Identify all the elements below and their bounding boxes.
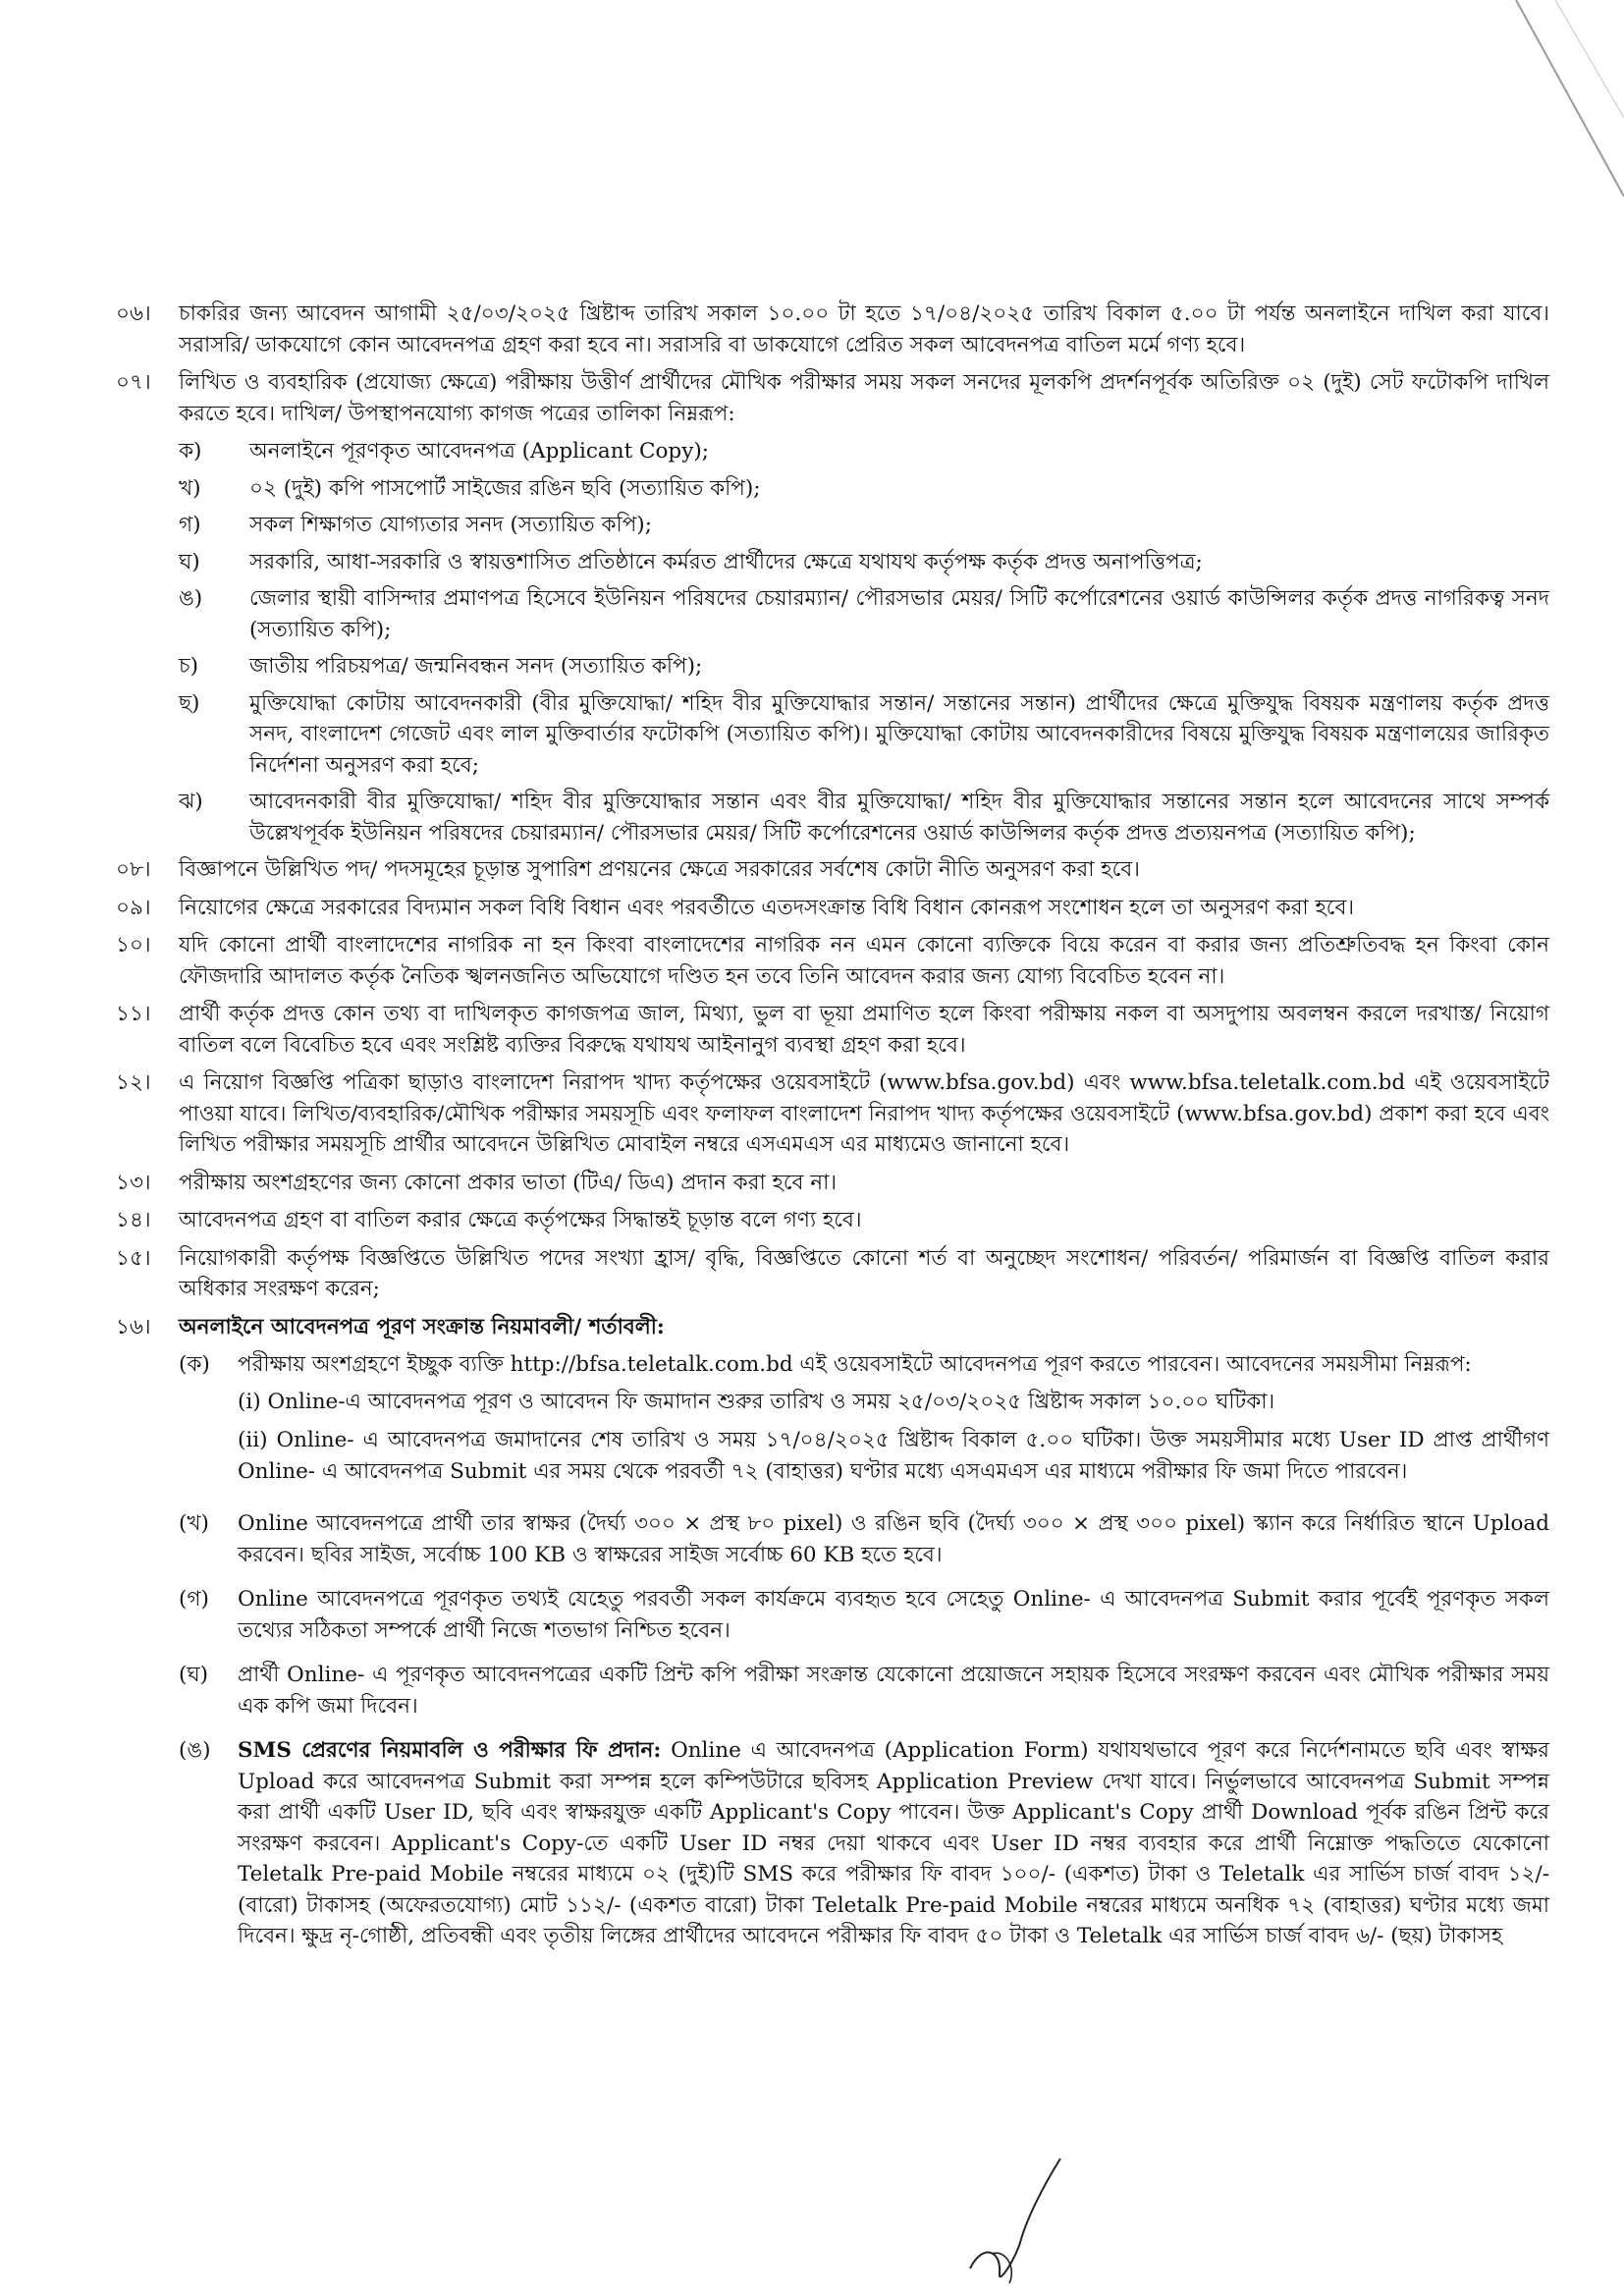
rule-nga (179, 1735, 1549, 1952)
clause-number: ১১। (116, 1002, 151, 1026)
rule-label: (ঘ) (179, 1663, 209, 1687)
list-item-text: অনলাইনে পূরণকৃত আবেদনপত্র (Applicant Copy); (249, 439, 709, 464)
rule-label: (খ) (179, 1511, 209, 1536)
rule-text: Online আবেদনপত্রে পূরণকৃত তথ্যই যেহেতু পরবর্তী সকল কার্যক্রমে ব্যবহৃত হবে সেহেতু Online- এ আবেদনপত্র Submit করার পূর্বেই পূরণকৃত সকল তথ্যের সঠিকতা সম্পর্কে প্রার্থী নিজে শতভাগ নিশ্চিত হবেন। (238, 1587, 1549, 1643)
rule-label: (গ) (179, 1587, 209, 1612)
list-item-label: ঙ) (179, 586, 203, 611)
clause-text: লিখিত ও ব্যবহারিক (প্রযোজ্য ক্ষেত্রে) পরীক্ষায় উত্তীর্ণ প্রার্থীদের মৌখিক পরীক্ষার সময় সকল সনদের মূলকপি প্রদর্শনপূর্বক অতিরিক্ত ০২ (দুই) সেট ফটোকপি দাখিল করতে হবে। দাখিল/ উপস্থাপনযোগ্য কাগজ পত্রের তালিকা নিম্নরূপ: (179, 370, 1549, 426)
signature-mark (962, 2151, 1070, 2288)
rule-label: (ক) (179, 1352, 210, 1377)
rule-gha (179, 1660, 1549, 1722)
document-body (116, 299, 1549, 1966)
clause-number: ০৭। (116, 370, 151, 395)
clause-text: বিজ্ঞাপনে উল্লিখিত পদ/ পদসমূহের চূড়ান্ত সুপারিশ প্রণয়নের ক্ষেত্রে সরকারের সর্বশেষ কোটা নীতি অনুসরণ করা হবে। (179, 857, 1140, 882)
list-item-label: গ) (179, 513, 201, 537)
section-heading: অনলাইনে আবেদনপত্র পূরণ সংক্রান্ত নিয়মাবলী/ শর্তাবলী: (179, 1314, 665, 1339)
list-item (179, 651, 1549, 683)
clause-text: যদি কোনো প্রার্থী বাংলাদেশের নাগরিক না হন কিংবা বাংলাদেশের নাগরিক নন এমন কোনো ব্যক্তিকে বিয়ে করেন বা করার জন্য প্রতিশ্রুতিবদ্ধ হন কিংবা কোন ফৌজদারি আদালত কর্তৃক নৈতিক স্খলনজনিত অভিযোগে দণ্ডিত হন তবে তিনি আবেদন করার জন্য যোগ্য বিবেচিত হবেন না। (179, 933, 1549, 989)
clause-number: ১৫। (116, 1245, 151, 1271)
clause-09 (116, 893, 1549, 924)
clause-12 (116, 1067, 1549, 1161)
list-item-label: ক) (179, 439, 202, 464)
clause-16 (116, 1312, 1549, 1343)
list-item (179, 787, 1549, 848)
clause-text: এ নিয়োগ বিজ্ঞপ্তি পত্রিকা ছাড়াও বাংলাদেশ নিরাপদ খাদ্য কর্তৃপক্ষের ওয়েবসাইটে (www.bfsa.gov.bd) এবং www.bfsa.teletalk.com.bd এই ওয়েবসাইটে পাওয়া যাবে। লিখিত/ব্যবহারিক/মৌখিক পরীক্ষার সময়সূচি এবং ফলাফল বাংলাদেশ নিরাপদ খাদ্য কর্তৃপক্ষের ওয়েবসাইটে (www.bfsa.gov.bd) প্রকাশ করা হবে এবং লিখিত পরীক্ষার সময়সূচি প্রার্থীর আবেদনে উল্লিখিত মোবাইল নম্বরে এসএমএস এর মাধ্যমেও জানানো হবে। (179, 1070, 1549, 1157)
list-item-label: ছ) (179, 690, 200, 716)
end-date-text: (ii) Online- এ আবেদনপত্র জমাদানের শেষ তারিখ ও সময় ১৭/০৪/২০২৫ খ্রিষ্টাব্দ বিকাল ৫.০০ ঘটিকা। উক্ত সময়সীমার মধ্যে User ID প্রাপ্ত প্রার্থীগণ Online- এ আবেদনপত্র Submit এর সময় থেকে পরবর্তী ৭২ (বাহাত্তর) ঘণ্টার মধ্যে এসএমএস এর মাধ্যমে পরীক্ষার ফি জমা দিতে পারবেন। (238, 1428, 1549, 1484)
rule-text: পরীক্ষায় অংশগ্রহণে ইচ্ছুক ব্যক্তি http://bfsa.teletalk.com.bd এই ওয়েবসাইটে আবেদনপত্র পূরণ করতে পারবেন। আবেদনের সময়সীমা নিম্নরূপ: (238, 1352, 1472, 1377)
clause-text: আবেদনপত্র গ্রহণ বা বাতিল করার ক্ষেত্রে কর্তৃপক্ষের সিদ্ধান্তই চূড়ান্ত বলে গণ্য হবে। (179, 1208, 862, 1232)
clause-06 (116, 299, 1549, 360)
clause-text: পরীক্ষায় অংশগ্রহণের জন্য কোনো প্রকার ভাতা (টিএ/ ডিএ) প্রদান করা হবে না। (179, 1170, 838, 1195)
list-item-label: চ) (179, 654, 198, 679)
online-application-rules (179, 1349, 1549, 1952)
clause-text: প্রার্থী কর্তৃক প্রদত্ত কোন তথ্য বা দাখিলকৃত কাগজপত্র জাল, মিথ্যা, ভুল বা ভূয়া প্রমাণিত হলে কিংবা পরীক্ষায় নকল বা অসদুপায় অবলম্বন করলে দরখাস্ত/ নিয়োগ বাতিল বলে বিবেচিত হবে এবং সংশ্লিষ্ট ব্যক্তির বিরুদ্ধে যথাযথ আইনানুগ ব্যবস্থা গ্রহণ করা হবে। (179, 1002, 1549, 1058)
clause-number: ০৯। (116, 895, 151, 920)
list-item (179, 547, 1549, 578)
list-item-label: খ) (179, 475, 201, 501)
start-date-text: (i) Online-এ আবেদনপত্র পূরণ ও আবেদন ফি জমাদান শুরুর তারিখ ও সময় ২৫/০৩/২০২৫ খ্রিষ্টাব্দ সকাল ১০.০০ ঘটিকা। (238, 1389, 1275, 1414)
rule-kha (179, 1508, 1549, 1570)
clause-number: ১০। (116, 933, 151, 957)
list-item (179, 473, 1549, 505)
clause-text: নিয়োগের ক্ষেত্রে সরকারের বিদ্যমান সকল বিধি বিধান এবং পরবর্তীতে এতদসংক্রান্ত বিধি বিধান কোনরূপ সংশোধন হলে তা অনুসরণ করা হবে। (179, 895, 1355, 920)
clause-number: ০৬। (116, 301, 151, 326)
clause-text: চাকরির জন্য আবেদন আগামী ২৫/০৩/২০২৫ খ্রিষ্টাব্দ তারিখ সকাল ১০.০০ টা হতে ১৭/০৪/২০২৫ তারিখ বিকাল ৫.০০ টা পর্যন্ত অনলাইনে দাখিল করা যাবে। সরাসরি/ ডাকযোগে কোন আবেদনপত্র গ্রহণ করা হবে না। সরাসরি বা ডাকযোগে প্রেরিত সকল আবেদনপত্র বাতিল মর্মে গণ্য হবে। (179, 301, 1549, 357)
rule-text: Online এ আবেদনপত্র (Application Form) যথাযথভাবে পূরণ করে নির্দেশনামতে ছবি এবং স্বাক্ষর Upload করে আবেদনপত্র Submit করা সম্পন্ন হলে কম্পিউটারে ছবিসহ Application Preview দেখা যাবে। নির্ভুলভাবে আবেদনপত্র Submit সম্পন্ন করা প্রার্থী একটি User ID, ছবি এবং স্বাক্ষরযুক্ত একটি Applicant's Copy পাবেন। উক্ত Applicant's Copy প্রার্থী Download পূর্বক রঙিন প্রিন্ট করে সংরক্ষণ করবেন। Applicant's Copy-তে একটি User ID নম্বর দেয়া থাকবে এবং User ID নম্বর ব্যবহার করে প্রার্থী নিম্নোক্ত পদ্ধতিতে যেকোনো Teletalk Pre-paid Mobile নম্বরের মাধ্যমে ০২ (দুই)টি SMS করে পরীক্ষার ফি বাবদ ১০০/- (একশত) টাকা ও Teletalk এর সার্ভিস চার্জ বাবদ ১২/- (বারো) টাকাসহ (অফেরতযোগ্য) মোট ১১২/- (একশত বারো) টাকা Teletalk Pre-paid Mobile নম্বরের মাধ্যমে অনধিক ৭২ (বাহাত্তর) ঘণ্টার মধ্যে জমা দিবেন। ক্ষুদ্র নৃ-গোষ্ঠী, প্রতিবন্ধী এবং তৃতীয় লিঙ্গের প্রার্থীদের আবেদনে পরীক্ষার ফি বাবদ ৫০ টাকা ও Teletalk এর সার্ভিস চার্জ বাবদ ৬/- (ছয়) টাকাসহ (238, 1738, 1549, 1948)
list-item-text: আবেদনকারী বীর মুক্তিযোদ্ধা/ শহিদ বীর মুক্তিযোদ্ধার সন্তান এবং বীর মুক্তিযোদ্ধা/ শহিদ বীর মুক্তিযোদ্ধার সন্তানের সন্তান হলে আবেদনের সাথে সম্পর্ক উল্লেখপূর্বক ইউনিয়ন পরিষদের চেয়ারম্যান/ পৌরসভার মেয়র/ সিটি কর্পোরেশনের ওয়ার্ড কাউন্সিলর কর্তৃক প্রদত্ত প্রত্যয়নপত্র (সত্যায়িত কপি); (249, 790, 1549, 846)
list-item-text: সকল শিক্ষাগত যোগ্যতার সনদ (সত্যায়িত কপি); (249, 513, 652, 537)
clause-11 (116, 999, 1549, 1061)
list-item (179, 510, 1549, 541)
clause-number: ০৮। (116, 857, 151, 882)
clause-number: ১৩। (116, 1170, 151, 1195)
clause-number: ১৪। (116, 1208, 151, 1232)
rule-ka (179, 1349, 1549, 1495)
list-item (179, 583, 1549, 645)
clause-10 (116, 930, 1549, 992)
clause-number: ১৬। (116, 1314, 151, 1339)
rule-ga (179, 1584, 1549, 1646)
page-fold-corner (1447, 0, 1624, 226)
rule-text: প্রার্থী Online- এ পূরণকৃত আবেদনপত্রের একটি প্রিন্ট কপি পরীক্ষা সংক্রান্ত যেকোনো প্রয়োজনে সহায়ক হিসেবে সংরক্ষণ করবেন এবং মৌখিক পরীক্ষার সময় এক কপি জমা দিবেন। (238, 1663, 1549, 1719)
clause-text: নিয়োগকারী কর্তৃপক্ষ বিজ্ঞপ্তিতে উল্লিখিত পদের সংখ্যা হ্রাস/ বৃদ্ধি, বিজ্ঞপ্তিতে কোনো শর্ত বা অনুচ্ছেদ সংশোধন/ পরিবর্তন/ পরিমার্জন বা বিজ্ঞপ্তি বাতিল করার অধিকার সংরক্ষণ করেন; (179, 1245, 1549, 1301)
clause-15 (116, 1243, 1549, 1305)
list-item-label: ঝ) (179, 790, 203, 814)
clause-14 (116, 1205, 1549, 1236)
clause-08 (116, 854, 1549, 886)
list-item-text: সরকারি, আধা-সরকারি ও স্বায়ত্তশাসিত প্রতিষ্ঠানে কর্মরত প্রার্থীদের ক্ষেত্রে যথাযথ কর্তৃপক্ষ কর্তৃক প্রদত্ত অনাপত্তিপত্র; (249, 549, 1203, 574)
list-item-text: মুক্তিযোদ্ধা কোটায় আবেদনকারী (বীর মুক্তিযোদ্ধা/ শহিদ বীর মুক্তিযোদ্ধার সন্তান/ সন্তানের সন্তান) প্রার্থীদের ক্ষেত্রে মুক্তিযুদ্ধ বিষয়ক মন্ত্রণালয় কর্তৃক প্রদত্ত সনদ, বাংলাদেশ গেজেট এবং লাল মুক্তিবার্তার ফটোকপি (সত্যায়িত কপি)। মুক্তিযোদ্ধা কোটায় আবেদনকারীদের বিষয়ে মুক্তিযুদ্ধ বিষয়ক মন্ত্রণালয়ের জারিকৃত নির্দেশনা অনুসরণ করা হবে; (249, 690, 1549, 778)
list-item-text: জেলার স্থায়ী বাসিন্দার প্রমাণপত্র হিসেবে ইউনিয়ন পরিষদের চেয়ারম্যান/ পৌরসভার মেয়র/ সিটি কর্পোরেশনের ওয়ার্ড কাউন্সিলর কর্তৃক প্রদত্ত নাগরিকত্ব সনদ (সত্যায়িত কপি); (249, 586, 1549, 642)
list-item-text: জাতীয় পরিচয়পত্র/ জন্মনিবন্ধন সনদ (সত্যায়িত কপি); (249, 654, 703, 679)
sms-heading: SMS প্রেরণের নিয়মাবলি ও পরীক্ষার ফি প্রদান: (238, 1738, 662, 1763)
list-item-label: ঘ) (179, 549, 200, 574)
rule-label: (ঙ) (179, 1738, 211, 1763)
list-item (179, 436, 1549, 467)
required-documents-list (179, 436, 1549, 848)
clause-13 (116, 1168, 1549, 1199)
clause-07 (116, 367, 1549, 429)
rule-text: Online আবেদনপত্রে প্রার্থী তার স্বাক্ষর (দৈর্ঘ্য ৩০০ × প্রস্থ ৮০ pixel) ও রঙিন ছবি (দৈর্ঘ্য ৩০০ × প্রস্থ ৩০০ pixel) স্ক্যান করে নির্ধারিত স্থানে Upload করবেন। ছবির সাইজ, সর্বোচ্চ 100 KB ও স্বাক্ষরের সাইজ সর্বোচ্চ 60 KB হতে হবে। (238, 1511, 1549, 1567)
clause-number: ১২। (116, 1070, 151, 1095)
list-item-text: ০২ (দুই) কপি পাসপোর্ট সাইজের রঙিন ছবি (সত্যায়িত কপি); (249, 475, 761, 501)
list-item (179, 688, 1549, 782)
